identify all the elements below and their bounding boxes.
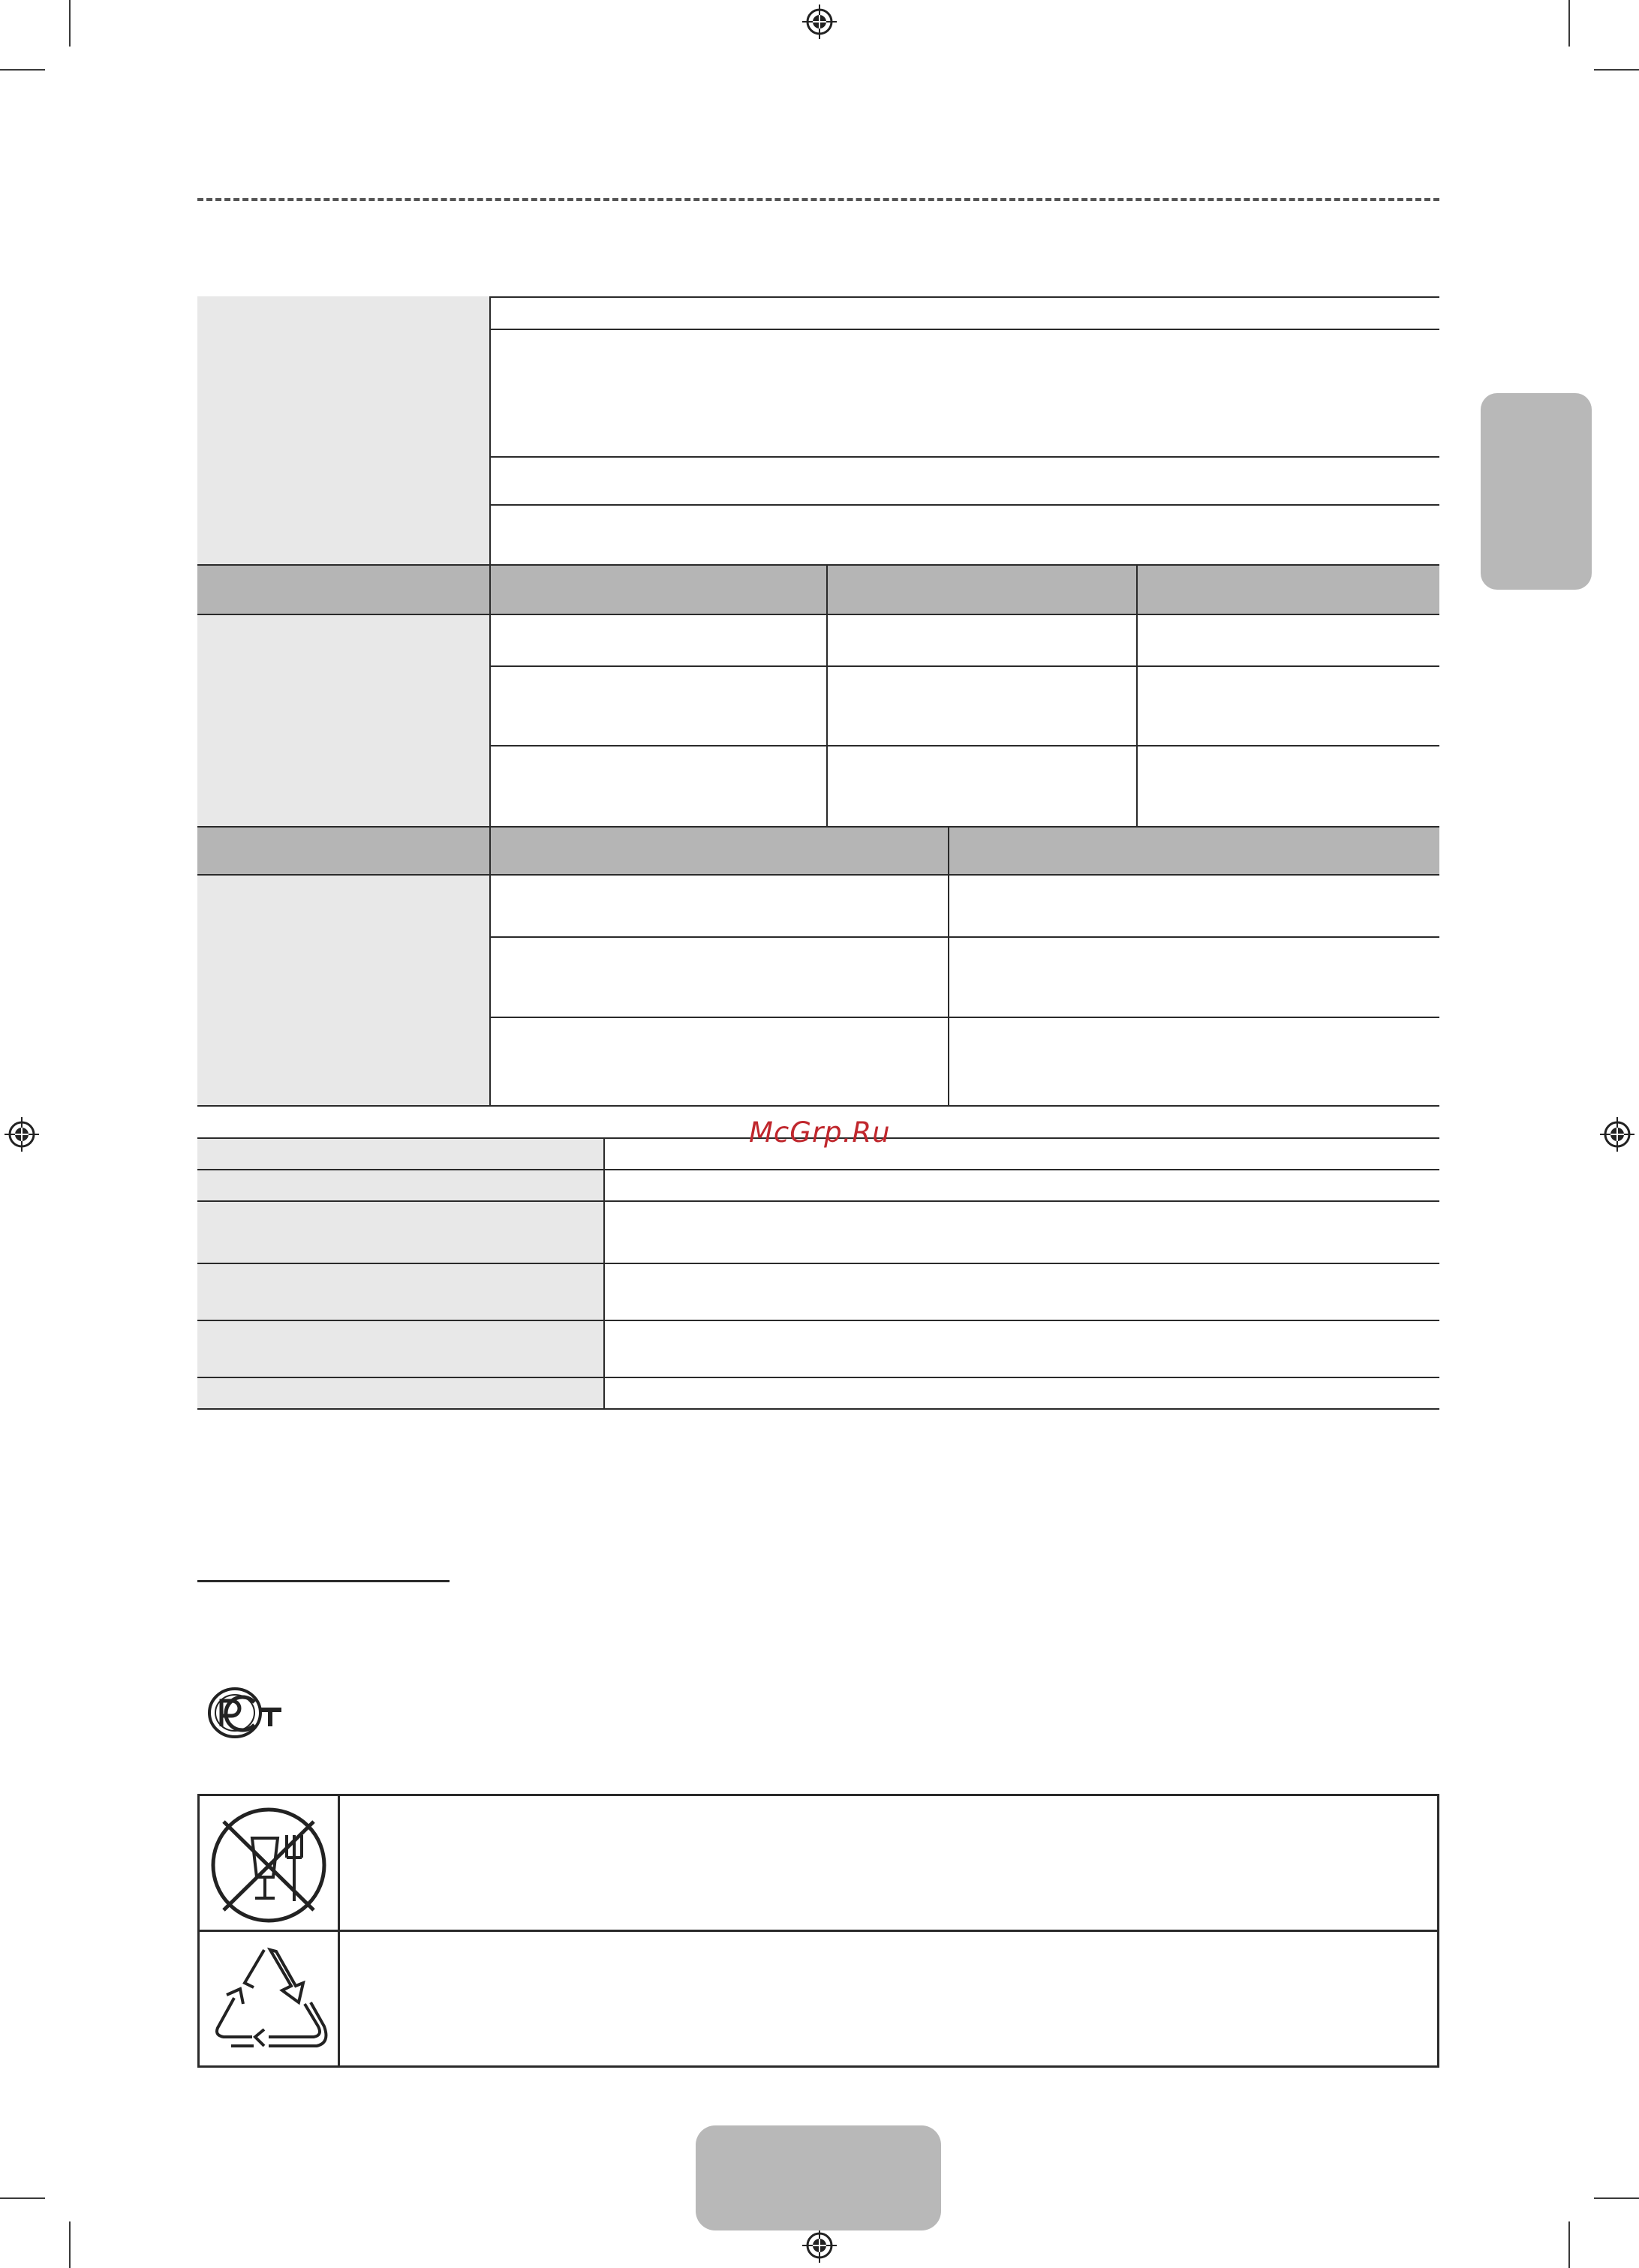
spec-label-cell: [197, 937, 490, 1017]
table-rule: [197, 1169, 1439, 1170]
table-rule: [197, 614, 1439, 615]
spec-label-cell: [197, 875, 490, 937]
spec-label-cell: [197, 1201, 604, 1263]
table-rule: [197, 1263, 1439, 1264]
crop-mark: [69, 0, 71, 47]
spec-label-cell: [197, 746, 490, 827]
icon-cell: [200, 1932, 340, 2065]
table-rule: [489, 296, 491, 1106]
spec-label-cell: [197, 1263, 604, 1320]
pct-certification-icon: [206, 1683, 289, 1743]
language-side-tab: [1481, 393, 1592, 590]
table-rule: [197, 1200, 1439, 1202]
spec-label-cell: [197, 329, 490, 457]
table-rule: [197, 564, 1439, 566]
registration-mark-icon: [801, 2227, 838, 2264]
spec-label-cell: [197, 666, 490, 746]
no-food-contact-icon: [209, 1805, 329, 1925]
spec-label-cell: [197, 614, 490, 666]
watermark: McGrp.Ru: [749, 1116, 891, 1149]
table-rule: [197, 1105, 1439, 1107]
table-rule: [603, 1138, 605, 1409]
table-rule: [490, 665, 1439, 667]
table-rule: [197, 1320, 1439, 1321]
table-rule: [490, 296, 1439, 298]
table-rule: [490, 504, 1439, 506]
spec-label-cell: [197, 1377, 604, 1409]
section-divider: [197, 198, 1439, 201]
table-rule: [948, 827, 949, 1106]
spec-label-cell: [197, 1170, 604, 1201]
registration-mark-icon: [1598, 1116, 1636, 1153]
model-header-row: [197, 827, 1439, 875]
recycle-info-box: [197, 1930, 1439, 2068]
table-rule: [197, 826, 1439, 828]
spec-label-cell: [197, 1017, 490, 1106]
spec-label-cell: [197, 457, 490, 505]
icon-cell: [200, 1796, 340, 1930]
page-number-tab: [696, 2125, 941, 2230]
recycle-icon: [209, 1939, 332, 2062]
section-underline: [197, 1580, 450, 1582]
crop-mark: [1568, 0, 1570, 47]
registration-mark-icon: [801, 3, 838, 41]
table-rule: [490, 456, 1439, 458]
crop-mark: [1594, 69, 1639, 71]
crop-mark: [0, 69, 45, 71]
table-rule: [826, 565, 828, 827]
spec-label-cell: [197, 1138, 604, 1170]
crop-mark: [69, 2221, 71, 2268]
crop-mark: [0, 2197, 45, 2199]
table-rule: [490, 1017, 1439, 1018]
table-rule: [490, 745, 1439, 746]
spec-label-cell: [197, 505, 490, 565]
table-rule: [197, 1377, 1439, 1378]
crop-mark: [1568, 2221, 1570, 2268]
table-rule: [490, 329, 1439, 330]
registration-mark-icon: [3, 1116, 41, 1153]
material-info-box: [197, 1794, 1439, 1932]
model-header-row: [197, 565, 1439, 614]
table-rule: [490, 936, 1439, 938]
spec-label-cell: [197, 296, 490, 329]
table-rule: [197, 1408, 1439, 1410]
spec-label-cell: [197, 1320, 604, 1377]
table-rule: [197, 874, 1439, 876]
crop-mark: [1594, 2197, 1639, 2199]
table-rule: [1136, 565, 1138, 827]
